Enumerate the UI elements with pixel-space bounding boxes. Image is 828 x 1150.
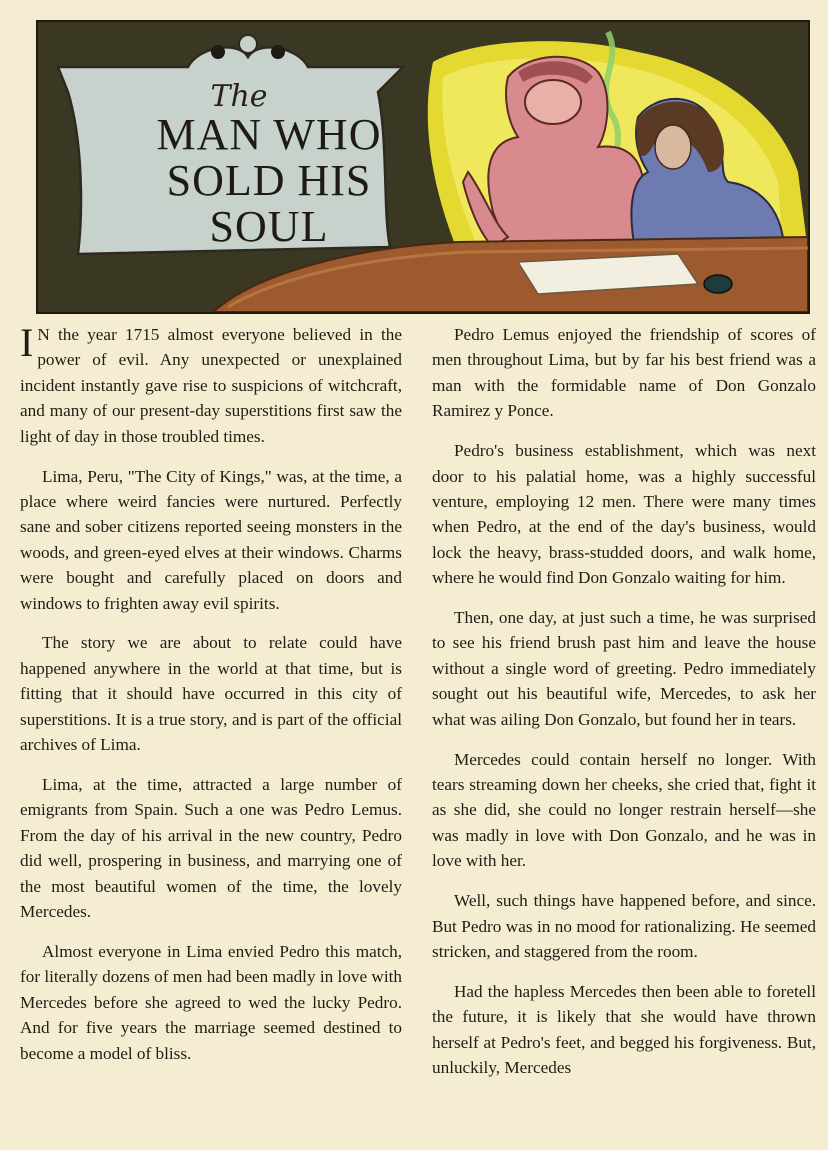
title-banner	[36, 20, 810, 314]
paragraph: Mercedes could contain herself no longer. With tears streaming down her cheeks, she cried that, fight it as she did, she could no longer restrain herself—she was madly in love with Don Gonzalo, and he was in love with her.	[432, 749, 816, 871]
right-column	[432, 322, 816, 1095]
paragraph: Pedro Lemus enjoyed the friendship of scores of men throughout Lima, but by far his best friend was a man with the formidable name of Don Gonzalo Ramirez y Ponce.	[432, 325, 816, 421]
paragraph: Almost everyone in Lima envied Pedro this match, for literally dozens of men had been madly in love with Mercedes before she agreed to wed the lucky Pedro. And for five years the marriage seemed destined to become a model of bliss.	[20, 941, 402, 1063]
paragraph-text: N the year 1715 almost everyone believed in the power of evil. Any unexpected or unexplained incident instantly gave rise to suspicions of witchcraft, and many of our present-day superstitions first saw the light of day in those troubled times.	[20, 325, 402, 446]
paragraph	[20, 322, 402, 449]
title-the: The	[210, 79, 268, 114]
paragraph: Had the hapless Mercedes then been able to foretell the future, it is likely that she would have thrown herself at Pedro's feet, and begged his forgiveness. But, unluckily, Mercedes	[432, 981, 816, 1078]
title-line-1: MAN WHO	[156, 110, 382, 159]
paragraph: Then, one day, at just such a time, he was surprised to see his friend brush past him and leave the house without a single word of greeting. Pedro immediately sought out his beautiful wife, Mercedes, to ask her what was ailing Don Gonzalo, but found her in tears.	[432, 608, 816, 729]
story-title	[124, 79, 414, 262]
drop-cap: I	[20, 320, 34, 365]
paragraph: The story we are about to relate could have happened anywhere in the world at that time, but is fitting that it should have occurred in this city of superstitions. It is a true story, and is part of the official archives of Lima.	[20, 633, 402, 755]
left-column	[20, 322, 402, 1080]
paragraph: Lima, Peru, "The City of Kings," was, at the time, a place where weird fancies were nurtured. Perfectly sane and sober citizens reported seeing monsters in the woods, and green-eyed elves at their windows. Charms were bought and carefully placed on doors and windows to frighten away evil spirits.	[20, 466, 402, 613]
paragraph: Well, such things have happened before, and since. But Pedro was in no mood for rationalizing. He seemed stricken, and staggered from the room.	[432, 891, 816, 961]
paragraph: Pedro's business establishment, which was next door to his palatial home, was a highly successful venture, employing 12 men. There were many times when Pedro, at the end of the day's business, would lock the heavy, brass-studded doors, and walk home, where he would find Don Gonzalo waiting for him.	[432, 441, 816, 588]
title-line-2: SOLD HIS	[166, 156, 372, 205]
paragraph: Lima, at the time, attracted a large number of emigrants from Spain. Such a one was Pedro Lemus. From the day of his arrival in the new country, Pedro did well, prospering in business, and marrying one of the most beautiful women of the time, the lovely Mercedes.	[20, 775, 402, 922]
title-line-3: SOUL	[209, 202, 329, 251]
